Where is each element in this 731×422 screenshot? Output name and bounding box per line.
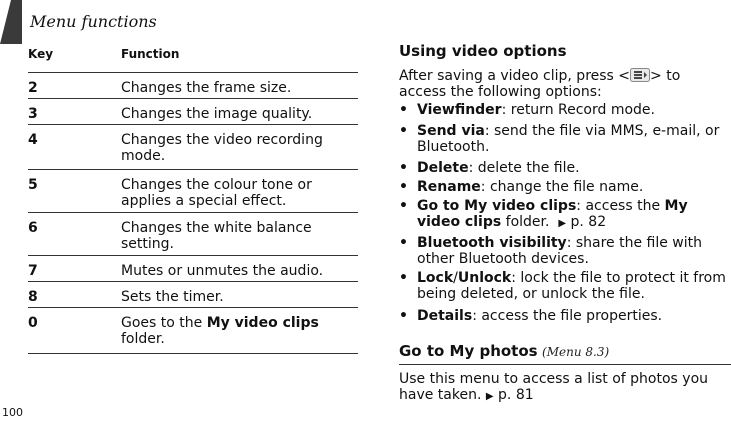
option-term: Lock [417,270,454,286]
table-row [28,213,358,256]
page-reference: p. 82 [570,214,607,230]
table-row [28,282,358,308]
option-desc: : access the file properties. [472,308,663,324]
function-cell: Changes the image quality. [121,106,313,122]
list-item [399,270,729,302]
go-to-photos-paragraph [399,371,719,405]
bullet: • [399,198,408,214]
option-term: Go to My video clips [417,198,577,214]
option-term: Delete [417,160,469,176]
intro-text: After saving a video clip, press < [399,68,631,84]
key-cell: 3 [28,106,38,122]
function-cell: Sets the timer. [121,289,224,305]
option-term: Send via [417,123,485,139]
option-desc: : delete the file. [468,160,580,176]
page-ref-arrow-icon: ▶ [485,391,494,402]
menu-reference: (Menu 8.3) [542,345,610,359]
table-row [28,99,358,125]
key-cell: 5 [28,177,38,193]
folder-name: My video clips [206,315,319,331]
key-cell: 8 [28,289,38,305]
table-row [28,73,358,99]
term-separator: / [453,270,458,286]
intro-text: > to access the following options: [399,68,681,100]
bullet: • [399,179,408,195]
function-cell: Mutes or unmutes the audio. [121,263,324,279]
table-header [28,47,358,73]
option-desc: : access the [576,198,665,214]
list-item [399,308,729,324]
table-row [28,256,358,282]
function-cell: Changes the video recording mode. [121,132,323,164]
header-tab-shape [0,0,22,44]
option-desc: folder. [501,214,550,230]
option-desc: : change the file name. [480,179,644,195]
option-desc: : lock the file to protect it from being deleted, or unlock the file. [417,270,726,302]
option-desc: : share the file with other Bluetooth devices. [417,235,703,267]
bullet: • [399,160,408,176]
table-row [28,308,358,354]
list-item [399,160,729,176]
section-heading-go-to-my-photos [399,343,731,365]
list-item [399,198,729,232]
key-function-table [28,47,358,354]
section-heading-title: Go to My photos [399,342,538,360]
option-term: Rename [417,179,481,195]
option-term: Details [417,308,473,324]
section-title: Menu functions [30,12,157,31]
option-desc: : send the file via MMS, e-mail, or Bluetooth. [417,123,720,155]
intro-paragraph [399,68,729,100]
column-header-function: Function [121,47,180,61]
key-cell: 0 [28,315,38,331]
function-cell: Changes the frame size. [121,80,292,96]
page-reference: p. 81 [498,387,534,403]
list-item [399,123,729,155]
option-term: Unlock [457,270,512,286]
column-header-key: Key [28,47,54,61]
bullet: • [399,123,408,139]
function-cell [121,315,358,353]
bullet: • [399,270,408,286]
option-desc: : return Record mode. [501,102,655,118]
bullet: • [399,102,408,118]
function-cell: Changes the colour tone or applies a special effect. [121,177,312,209]
folder-name: My video clips [417,198,688,230]
list-item [399,235,729,267]
key-cell: 6 [28,220,38,236]
function-cell: Changes the white balance setting. [121,220,312,252]
page-number: 100 [2,406,23,419]
key-cell: 2 [28,80,38,96]
option-term: Viewfinder [417,102,502,118]
table-row [28,125,358,170]
paragraph-text: Use this menu to access a list of photos you have taken. [399,371,709,403]
table-row [28,170,358,213]
option-term: Bluetooth visibility [417,235,567,251]
page-ref-arrow-icon: ▶ [558,218,567,229]
function-text: Goes to the [121,315,207,331]
subheading-using-video-options: Using video options [399,42,567,60]
bullet: • [399,235,408,251]
list-item [399,179,729,195]
function-text: folder. [121,331,165,347]
menu-softkey-icon [630,68,650,82]
bullet: • [399,308,408,324]
key-cell: 4 [28,132,38,148]
key-cell: 7 [28,263,38,279]
list-item [399,102,729,118]
